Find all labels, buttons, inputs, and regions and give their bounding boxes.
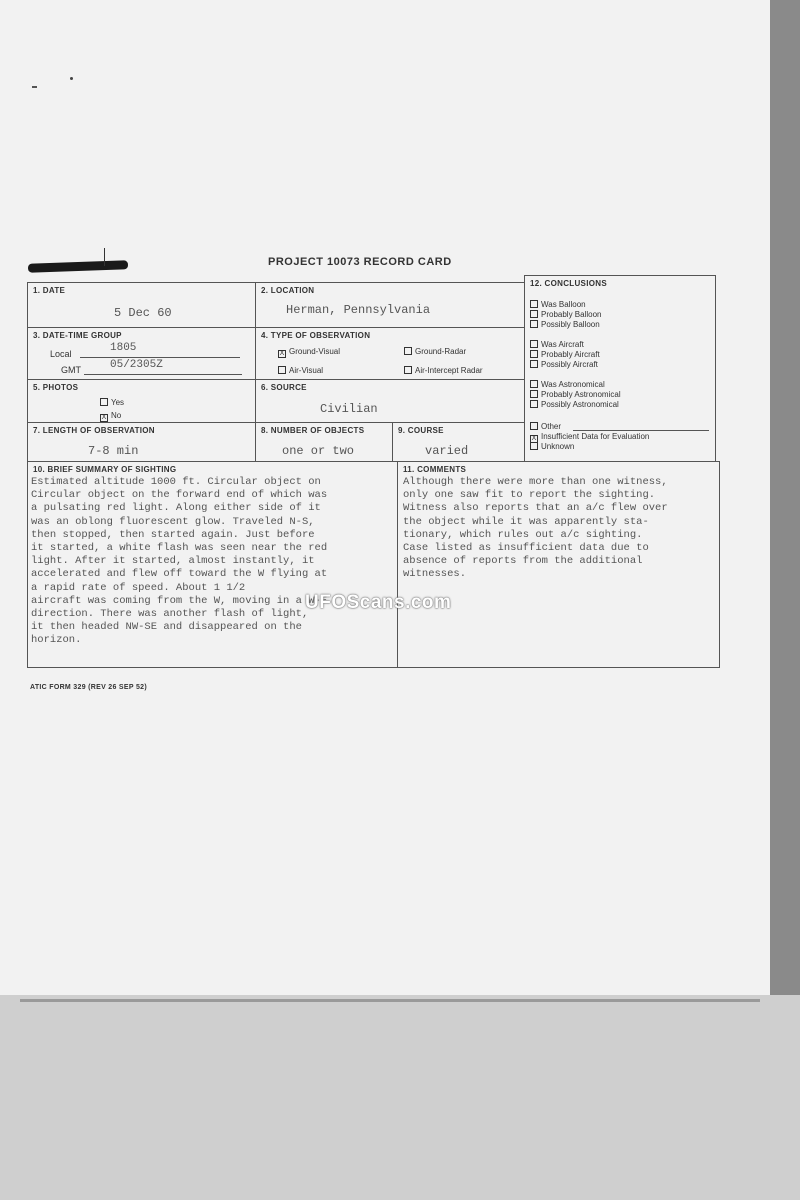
course-cell <box>392 422 525 462</box>
source-label: 6. SOURCE <box>261 383 307 392</box>
pen-tick <box>104 248 105 266</box>
comments-text: Although there were more than one witness, only one saw fit to report the sighting. Witness also reports that an a/c flew over the object while it was apparently sta- tionary, which rules out a/c sighting. Case listed as insufficient data due to absence of reports from the additional witnesses. <box>403 476 668 581</box>
option-photos-yes: Yes <box>100 398 124 407</box>
location-label: 2. LOCATION <box>261 286 315 295</box>
card-title: PROJECT 10073 RECORD CARD <box>268 256 452 268</box>
object-count-cell <box>255 422 393 462</box>
conclusion-probably-aircraft: Probably Aircraft <box>530 350 600 359</box>
date-label: 1. DATE <box>33 286 66 295</box>
conclusion-other: Other <box>530 422 561 431</box>
photos-cell <box>27 379 256 423</box>
date-cell <box>27 282 256 328</box>
comments-cell <box>397 461 720 668</box>
scan-speck <box>70 77 73 80</box>
date-time-group-cell <box>27 327 256 380</box>
observation-type-label: 4. TYPE OF OBSERVATION <box>261 331 371 340</box>
observation-length-label: 7. LENGTH OF OBSERVATION <box>33 426 155 435</box>
comments-label: 11. COMMENTS <box>403 465 467 474</box>
option-ground-visual: X Ground-Visual <box>279 347 340 357</box>
photos-label: 5. PHOTOS <box>33 383 79 392</box>
option-air-visual: Air-Visual <box>278 366 323 375</box>
gmt-label: GMT <box>61 365 81 375</box>
summary-text: Estimated altitude 1000 ft. Circular object on Circular object on the forward end of which was a pulsating red light. Along either side of it was an oblong fluorescent glow. Traveled N-S, then stopped, then started again. Just before it started, a white flash was seen near the red light. After it started, almost instantly, it accelerated and flew off toward the W flying at a rapid rate of speed. About 1 1/2 aircraft was coming from the W, moving in a W-E direction. There was another flash of light, it then headed NW-SE and disappeared on the horizon. <box>31 476 328 647</box>
conclusion-was-astronomical: Was Astronomical <box>530 380 605 389</box>
observation-length-cell <box>27 422 256 462</box>
conclusion-probably-balloon: Probably Balloon <box>530 310 601 319</box>
conclusion-unknown: Unknown <box>530 442 574 451</box>
observation-length-value: 7-8 min <box>88 444 139 458</box>
conclusion-probably-astronomical: Probably Astronomical <box>530 390 621 399</box>
conclusion-insufficient-data: X Insufficient Data for Evaluation <box>531 432 650 442</box>
date-value: 5 Dec 60 <box>114 306 172 320</box>
option-ground-radar: Ground-Radar <box>404 347 466 356</box>
conclusion-possibly-aircraft: Possibly Aircraft <box>530 360 598 369</box>
location-value: Herman, Pennsylvania <box>286 303 431 317</box>
local-time-label: Local <box>50 349 72 359</box>
sheet-shadow-edge <box>770 0 800 1000</box>
source-cell <box>255 379 525 423</box>
location-cell <box>255 282 525 328</box>
option-air-intercept-radar: Air-Intercept Radar <box>404 366 483 375</box>
conclusion-possibly-balloon: Possibly Balloon <box>530 320 600 329</box>
dtg-label: 3. DATE-TIME GROUP <box>33 331 122 340</box>
source-value: Civilian <box>320 402 378 416</box>
option-photos-no: X No <box>101 411 122 421</box>
conclusion-was-aircraft: Was Aircraft <box>530 340 584 349</box>
watermark-text: UFOScans.com <box>305 592 452 613</box>
conclusions-cell <box>524 275 716 462</box>
scan-speck <box>32 86 37 88</box>
object-count-value: one or two <box>282 444 355 458</box>
course-label: 9. COURSE <box>398 426 444 435</box>
local-time-value: 1805 <box>110 342 137 354</box>
gmt-value: 05/2305Z <box>110 359 163 371</box>
conclusion-was-balloon: Was Balloon <box>530 300 586 309</box>
summary-label: 10. BRIEF SUMMARY OF SIGHTING <box>33 465 177 474</box>
conclusions-label: 12. CONCLUSIONS <box>530 279 607 288</box>
conclusion-possibly-astronomical: Possibly Astronomical <box>530 400 619 409</box>
scan-background <box>0 995 800 1200</box>
course-value: varied <box>425 444 469 458</box>
summary-cell <box>27 461 398 668</box>
object-count-label: 8. NUMBER OF OBJECTS <box>261 426 365 435</box>
observation-type-cell <box>255 327 525 380</box>
form-id: ATIC FORM 329 (REV 26 SEP 52) <box>30 684 147 691</box>
